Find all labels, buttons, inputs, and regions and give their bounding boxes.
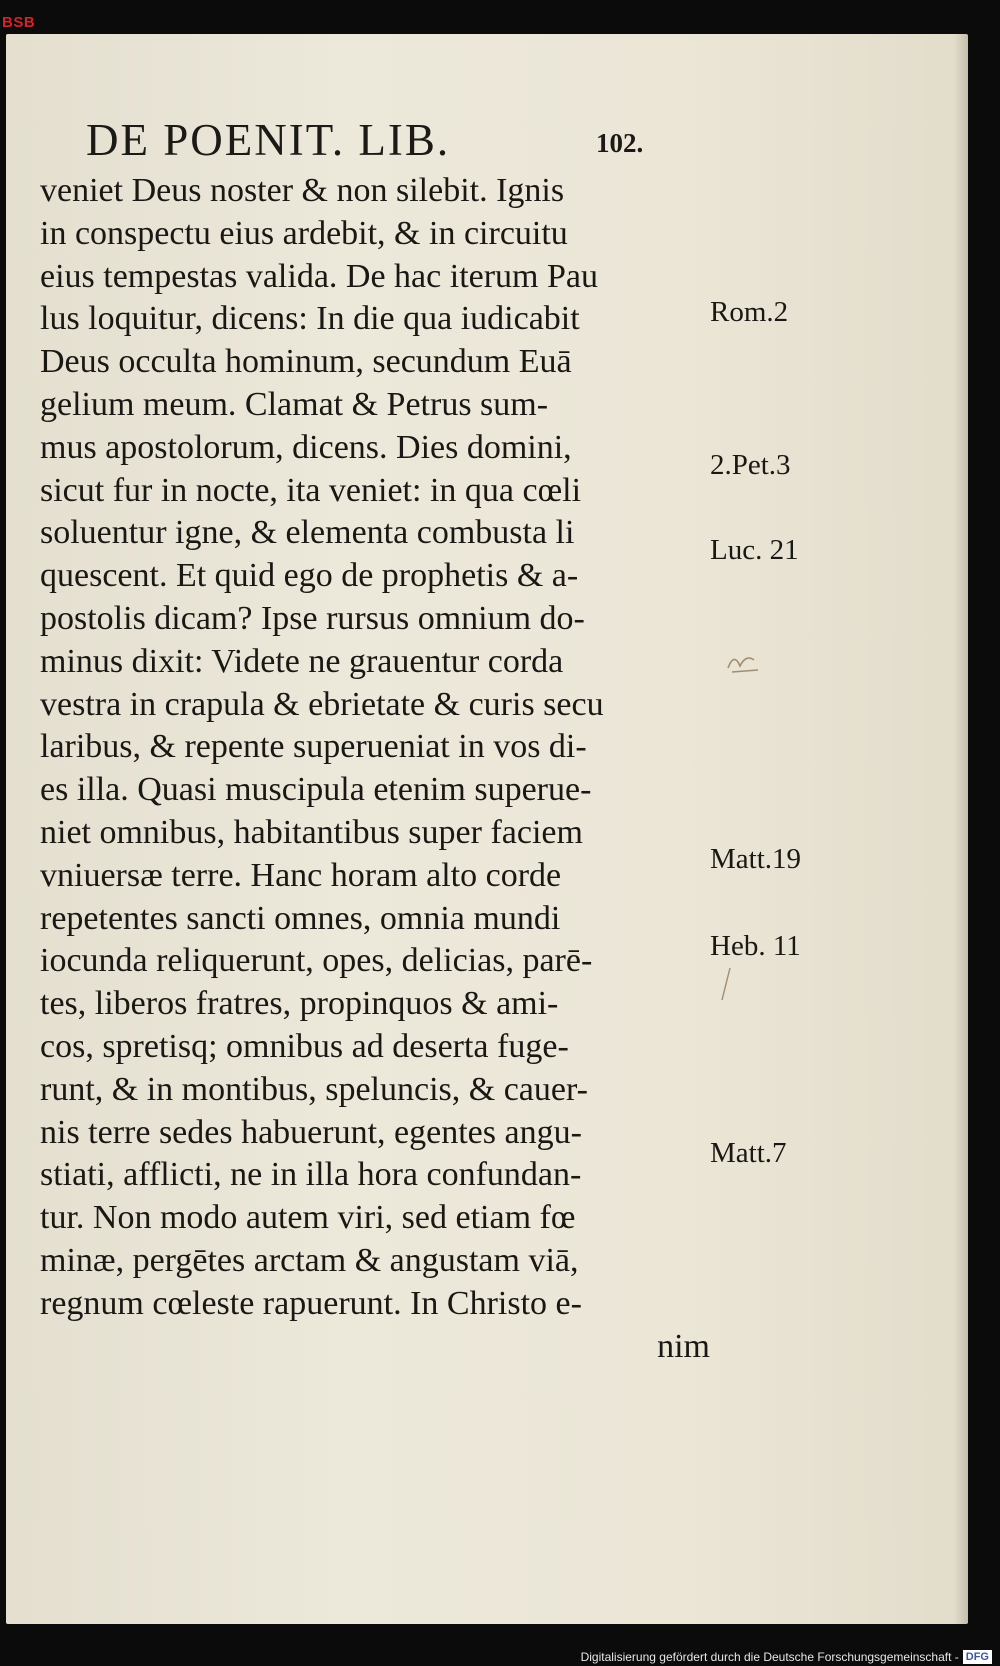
text-line: minus dixit: Videte ne grauentur corda — [40, 642, 564, 680]
text-line: regnum cœleste rapuerunt. In Christo e- — [40, 1284, 582, 1322]
text-line: niet omnibus, habitantibus super faciem — [40, 813, 583, 851]
folio-number: 102. — [596, 128, 644, 158]
text-line: veniet Deus noster & non silebit. Ignis — [40, 172, 565, 209]
body-text — [40, 170, 710, 1368]
credit-text: Digitalisierung gefördert durch die Deutsche Forschungsgemeinschaft - — [580, 1650, 959, 1664]
text-line: es illa. Quasi muscipula etenim superue- — [40, 771, 592, 809]
text-line: in conspectu eius ardebit, & in circuitu — [40, 214, 568, 252]
text-line: vniuersæ terre. Hanc horam alto corde — [40, 856, 562, 894]
text-line: quescent. Et quid ego de prophetis & a- — [40, 557, 579, 595]
text-line: soluentur igne, & elementa combusta li — [40, 514, 575, 552]
text-line: iocunda reliquerunt, opes, delicias, parē- — [40, 942, 593, 980]
pencil-mark-icon — [724, 646, 764, 676]
page-edge-shadow — [954, 34, 968, 1624]
margin-note-pet: 2.Pet.3 — [710, 449, 791, 481]
text-line: gelium meum. Clamat & Petrus sum- — [40, 385, 549, 423]
book-page — [6, 34, 968, 1624]
dfg-logo: DFG — [963, 1650, 992, 1664]
margin-note-rom: Rom.2 — [710, 296, 789, 328]
text-line: sicut fur in nocte, ita veniet: in qua cœli — [40, 471, 582, 509]
text-line: vestra in crapula & ebrietate & curis secu — [40, 685, 604, 723]
text-line: stiati, afflicti, ne in illa hora confundan- — [40, 1156, 582, 1194]
text-line: minæ, pergētes arctam & angustam viā, — [40, 1241, 579, 1279]
text-line: laribus, & repente superueniat in vos di- — [40, 728, 587, 766]
text-line: Deus occulta hominum, secundum Euā — [40, 343, 572, 381]
text-line: runt, & in montibus, speluncis, & cauer- — [40, 1070, 588, 1108]
digitization-credit — [581, 1650, 992, 1664]
text-line: mus apostolorum, dicens. Dies domini, — [40, 428, 572, 466]
running-head: DE POENIT. LIB. — [86, 115, 451, 165]
margin-note-matt-19: Matt.19 — [710, 843, 802, 875]
margin-note-luc: Luc. 21 — [710, 534, 799, 566]
text-line: cos, spretisq; omnibus ad deserta fuge- — [40, 1027, 569, 1065]
text-line-catchword: nim — [657, 1327, 710, 1365]
bsb-logo: BSB — [2, 14, 36, 31]
margin-note-matt-7: Matt.7 — [710, 1137, 787, 1169]
text-line: lus loquitur, dicens: In die qua iudicabit — [40, 300, 580, 338]
text-line: tur. Non modo autem viri, sed etiam fœ — [40, 1199, 576, 1237]
text-line: nis terre sedes habuerunt, egentes angu- — [40, 1113, 582, 1151]
text-line: postolis dicam? Ipse rursus omnium do- — [40, 599, 585, 637]
text-line: eius tempestas valida. De hac iterum Pau — [40, 257, 598, 295]
margin-note-heb: Heb. 11 — [710, 930, 801, 962]
text-line: repetentes sancti omnes, omnia mundi — [40, 899, 561, 937]
pencil-stroke-icon — [716, 964, 736, 1004]
text-line: tes, liberos fratres, propinquos & ami- — [40, 985, 559, 1023]
